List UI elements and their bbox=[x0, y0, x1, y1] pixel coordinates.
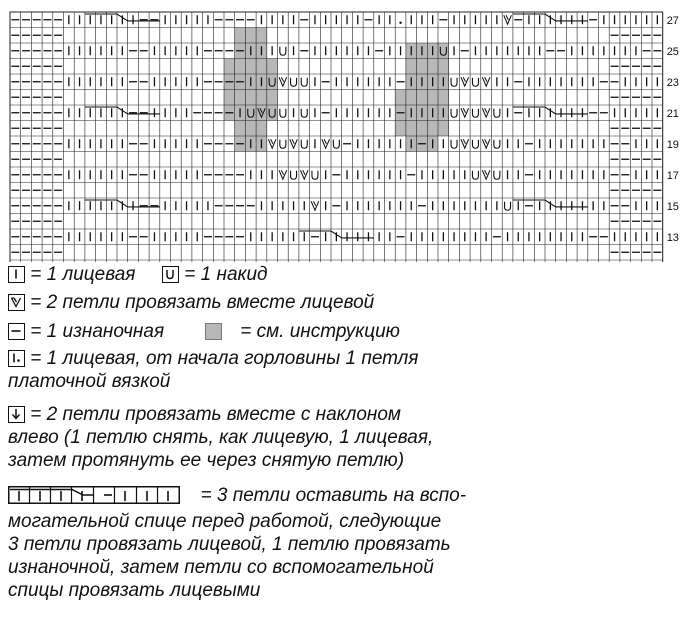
k2tog-stitch bbox=[290, 139, 298, 148]
k2tog-stitch bbox=[300, 170, 308, 179]
knitting-chart bbox=[0, 0, 690, 262]
yarn-over-stitch bbox=[472, 109, 478, 118]
yarn-over-stitch bbox=[312, 171, 318, 180]
yarn-over-stitch bbox=[451, 140, 457, 149]
legend-cable-text-2: могательной спице перед работой, следующие bbox=[8, 511, 442, 532]
yarn-over-stitch bbox=[494, 109, 500, 118]
yarn-over-stitch bbox=[280, 140, 286, 149]
legend-cable-text-4: изнаночной, затем петли со вспомогательной bbox=[8, 557, 434, 578]
legend-yarn-over-text: = 1 накид bbox=[184, 264, 268, 285]
legend-ssk-text-3: затем протянуть ее через снятую петлю) bbox=[8, 450, 405, 471]
yarn-over-stitch bbox=[451, 78, 457, 87]
legend-row-cable bbox=[8, 484, 466, 602]
yarn-over-stitch bbox=[301, 78, 307, 87]
k2tog-stitch bbox=[482, 139, 490, 148]
k2tog-stitch bbox=[482, 77, 490, 86]
legend-shaded-text: = см. инструкцию bbox=[240, 321, 400, 342]
yarn-over-stitch bbox=[333, 140, 339, 149]
k2tog-stitch bbox=[482, 108, 490, 117]
yarn-over-stitch bbox=[472, 78, 478, 87]
yarn-over-stitch bbox=[505, 202, 511, 211]
k2tog-stitch bbox=[268, 139, 276, 148]
yarn-over-stitch bbox=[494, 171, 500, 180]
yarn-over-stitch bbox=[301, 109, 307, 118]
k2tog-stitch bbox=[461, 108, 469, 117]
shaded-symbol-icon bbox=[205, 323, 222, 340]
legend-purl-text: = 1 изнаночная bbox=[30, 321, 165, 342]
legend-cable-text-1: = 3 петли оставить на вспо- bbox=[200, 485, 467, 506]
yarn-over-symbol-icon bbox=[162, 266, 179, 283]
k2tog-stitch bbox=[482, 170, 490, 179]
legend-cable-text-3: 3 петли провязать лицевой, 1 петлю провязать bbox=[8, 534, 451, 555]
k2tog-stitch bbox=[311, 201, 319, 210]
row-number: 13 bbox=[666, 231, 679, 244]
legend-ssk-text-1: = 2 петли провязать вместе с наклоном bbox=[30, 404, 401, 425]
legend-row-ssk bbox=[8, 403, 433, 472]
row-number: 17 bbox=[666, 169, 679, 182]
legend-row-garter bbox=[8, 347, 418, 393]
row-number: 27 bbox=[666, 14, 679, 27]
ssk-symbol-icon bbox=[8, 406, 25, 423]
legend-cable-text-5: спицы провязать лицевыми bbox=[8, 580, 261, 601]
row-number: 21 bbox=[666, 107, 679, 120]
k2tog-stitch bbox=[279, 170, 287, 179]
yarn-over-stitch bbox=[280, 47, 286, 56]
k2tog-symbol-icon bbox=[8, 294, 25, 311]
yarn-over-stitch bbox=[472, 171, 478, 180]
k2tog-stitch bbox=[504, 15, 512, 24]
knitting-chart-grid bbox=[0, 0, 690, 262]
legend-k2tog-text: = 2 петли провязать вместе лицевой bbox=[30, 292, 375, 313]
purl-symbol-icon bbox=[8, 323, 25, 340]
yarn-over-stitch bbox=[280, 109, 286, 118]
legend-garter-text-1: = 1 лицевая, от начала горловины 1 петля bbox=[30, 348, 419, 369]
k2tog-stitch bbox=[322, 139, 330, 148]
knit-symbol-icon bbox=[8, 266, 25, 283]
row-number: 23 bbox=[666, 76, 679, 89]
yarn-over-stitch bbox=[494, 140, 500, 149]
legend-ssk-text-2: влево (1 петлю снять, как лицевую, 1 лицевая, bbox=[8, 427, 434, 448]
k2tog-stitch bbox=[461, 139, 469, 148]
yarn-over-stitch bbox=[291, 78, 297, 87]
row-number: 19 bbox=[666, 138, 679, 151]
legend-row-k2tog bbox=[8, 291, 374, 314]
legend-row-purl-shaded bbox=[8, 320, 400, 343]
row-number: 15 bbox=[666, 200, 679, 213]
cable-symbol-icon bbox=[8, 486, 180, 510]
row-number: 25 bbox=[666, 45, 679, 58]
garter-knit-symbol-icon bbox=[8, 350, 25, 367]
k2tog-stitch bbox=[279, 77, 287, 86]
legend-knit-text: = 1 лицевая bbox=[30, 264, 136, 285]
legend-row-knit-yo bbox=[8, 263, 268, 286]
garter-dot bbox=[399, 22, 401, 24]
k2tog-stitch bbox=[461, 77, 469, 86]
yarn-over-stitch bbox=[472, 140, 478, 149]
yarn-over-stitch bbox=[291, 171, 297, 180]
yarn-over-stitch bbox=[451, 109, 457, 118]
legend-garter-text-2: платочной вязкой bbox=[8, 371, 171, 392]
yarn-over-stitch bbox=[301, 140, 307, 149]
